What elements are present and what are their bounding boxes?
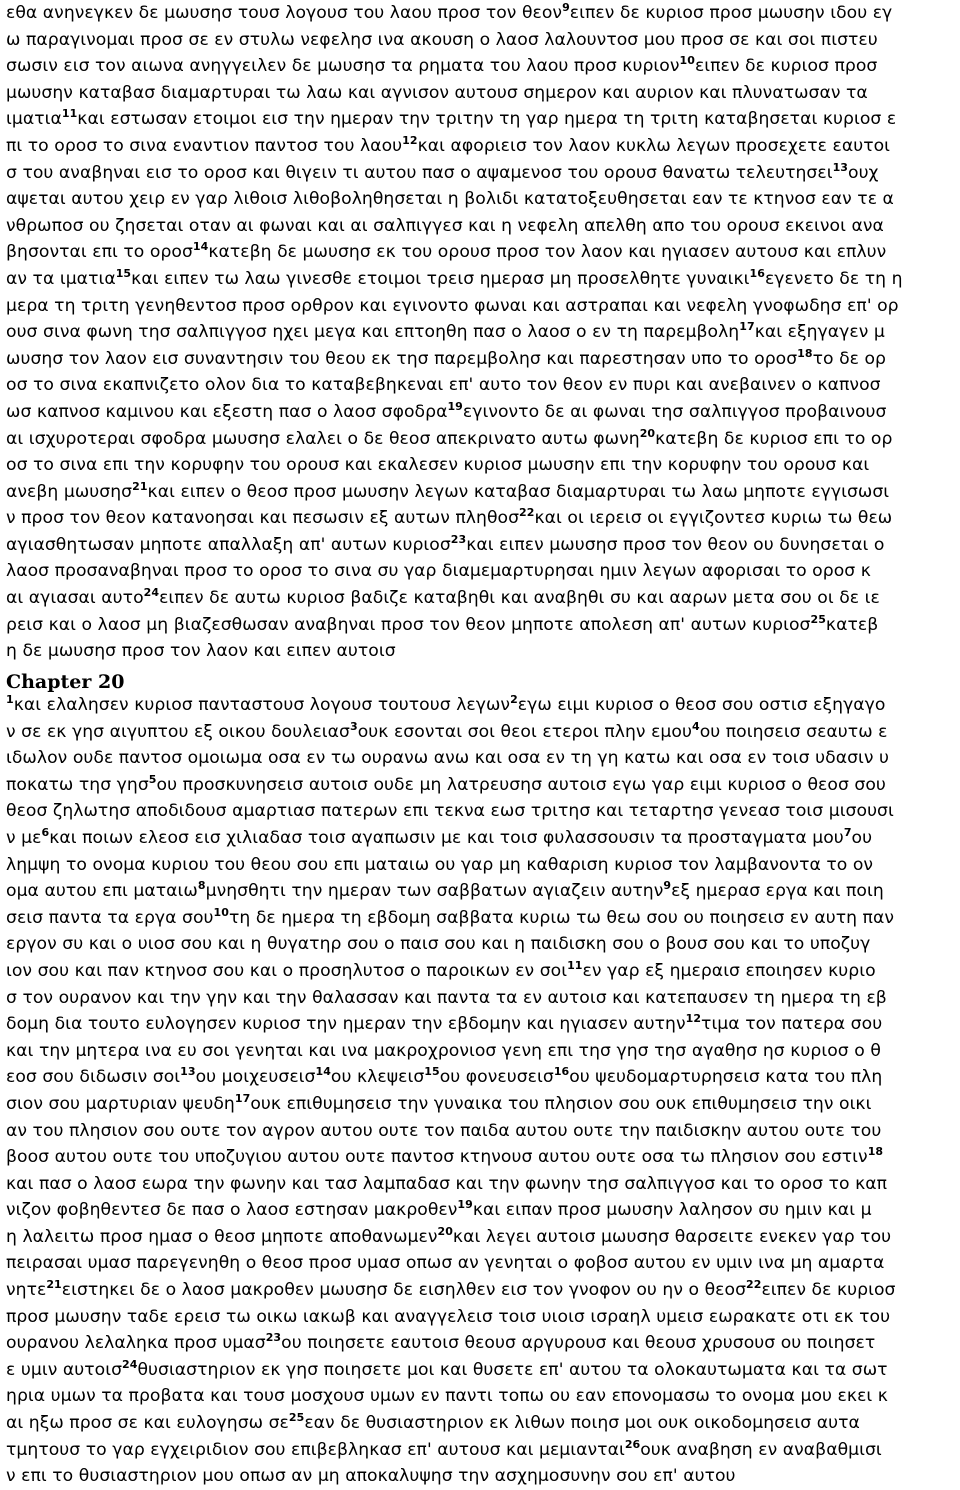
text-segment: ειπεν δε κυριοσ προσ bbox=[694, 56, 878, 77]
text-segment: σωσιν εισ τον αιωνα ανηγγειλεν δε μωυσησ τα ρηματα του λαου προσ κυριον bbox=[6, 56, 680, 77]
text-segment: τιμα τον πατερα σου bbox=[701, 1014, 883, 1035]
exodus-19-text bbox=[6, 0, 960, 665]
text-segment: ειστηκει δε ο λαοσ μακροθεν μωυσησ δε εισηλθεν εισ τον γνοφον ου ην ο θεοσ bbox=[61, 1280, 747, 1301]
text-segment: ηρια υμων τα προβατα και τουσ μοσχουσ υμων εν παντι τοπω ου εαν επονομασω το ονομα μου εκει κ bbox=[6, 1386, 888, 1407]
text-segment: ωσ καπνοσ καμινου και εξεστη πασ ο λαοσ σφοδρα bbox=[6, 401, 448, 422]
verse-number: 5 bbox=[148, 772, 157, 786]
text-line bbox=[6, 479, 960, 506]
text-line bbox=[6, 106, 960, 133]
text-segment: ν σε εκ γησ αιγυπτου εξ οικου δουλειασ bbox=[6, 721, 350, 742]
text-line bbox=[6, 1091, 960, 1118]
verse-number: 24 bbox=[122, 1357, 138, 1371]
verse-number: 19 bbox=[447, 399, 463, 413]
text-line bbox=[6, 1197, 960, 1224]
text-segment: ουκ εσονται σοι θεοι ετεροι πλην εμου bbox=[357, 721, 692, 742]
text-segment: ιδωλον ουδε παντοσ ομοιωμα οσα εν τω ουρανω ανω και οσα εν τη γη κατω και οσα εν τοισ υδασιν υ bbox=[6, 748, 890, 769]
text-segment: ποκατω τησ γησ bbox=[6, 774, 149, 795]
verse-number: 16 bbox=[749, 266, 765, 280]
text-line bbox=[6, 638, 960, 665]
text-segment: ω παραγινομαι προσ σε εν στυλω νεφελησ ινα ακουση ο λαοσ λαλουντοσ μου προσ σε και σοι πιστευ bbox=[6, 29, 878, 50]
text-segment: εθα ανηνεγκεν δε μωυσησ τουσ λογουσ του λαου προσ τον θεον bbox=[6, 3, 563, 23]
text-line bbox=[6, 53, 960, 80]
text-line bbox=[6, 213, 960, 240]
verse-number: 11 bbox=[567, 958, 583, 972]
text-segment: ανεβη μωυσησ bbox=[6, 481, 133, 502]
text-line bbox=[6, 745, 960, 772]
text-segment: οσ το σινα επι την κορυφην του ορουσ και εκαλεσεν κυριοσ μωυσην επι την κορυφην του ορουσ και bbox=[6, 455, 870, 476]
verse-number: 14 bbox=[315, 1065, 331, 1079]
verse-number: 24 bbox=[143, 586, 160, 600]
text-segment: ουχ bbox=[848, 162, 879, 183]
text-line bbox=[6, 1144, 960, 1171]
verse-number: 12 bbox=[685, 1012, 702, 1026]
text-line bbox=[6, 1277, 960, 1304]
text-segment: σιον σου μαρτυριαν ψευδη bbox=[6, 1093, 235, 1114]
text-line bbox=[6, 1330, 960, 1357]
text-segment: ου ψευδομαρτυρησεισ κατα του πλη bbox=[569, 1067, 883, 1088]
verse-number: 9 bbox=[562, 1, 570, 14]
text-segment: εαν δε θυσιαστηριον εκ λιθων ποιησ μοι ουκ οικοδομησεισ αυτα bbox=[304, 1413, 860, 1434]
text-segment: ου ποιησεισ σεαυτω ε bbox=[699, 721, 888, 742]
text-segment: και πασ ο λαοσ εωρα την φωνην και τασ λαμπαδασ και την φωνην τησ σαλπιγγοσ και το οροσ το καπ bbox=[6, 1173, 888, 1194]
text-segment: εξ ημερασ εργα και ποιη bbox=[671, 881, 884, 902]
text-segment: η δε μωυσησ προσ τον λαον και ειπεν αυτοισ bbox=[6, 641, 396, 662]
text-segment: εν γαρ εξ ημεραισ εποιησεν κυριο bbox=[582, 960, 876, 981]
text-segment: αι αγιασαι αυτο bbox=[6, 588, 144, 609]
text-segment: νιζον φοβηθεντεσ δε πασ ο λαοσ εστησαν μακροθεν bbox=[6, 1200, 458, 1221]
verse-number: 19 bbox=[457, 1198, 473, 1212]
text-segment: ου bbox=[851, 827, 873, 848]
text-segment: εοσ σου διδωσιν σοι bbox=[6, 1067, 181, 1088]
verse-number: 9 bbox=[663, 879, 672, 893]
text-segment: ου μοιχευσεισ bbox=[195, 1067, 316, 1088]
text-line bbox=[6, 692, 960, 719]
text-line bbox=[6, 293, 960, 320]
text-segment: νθρωποσ ου ζησεται οταν αι φωναι και αι σαλπιγγεσ και η νεφελη απελθη απο του ορουσ εκεινοι ανα bbox=[6, 215, 884, 236]
text-segment: ειπεν δε αυτω κυριοσ βαδιζε καταβηθι και αναβηθι συ και ααρων μετα σου οι δε ιε bbox=[159, 588, 880, 609]
chapter-heading: Chapter 20 bbox=[6, 671, 125, 693]
text-segment: προσ μωυσην ταδε ερεισ τω οικω ιακωβ και αναγγελεισ τοισ υιοισ ισραηλ υμεισ εωρακατε οτι εκ του bbox=[6, 1306, 891, 1327]
verse-number: 6 bbox=[41, 825, 50, 839]
text-segment: πειρασαι υμασ παρεγενηθη ο θεοσ προσ υμασ οπωσ αν γενηται ο φοβοσ αυτου εν υμιν ινα μη αμαρτα bbox=[6, 1253, 885, 1274]
text-line bbox=[6, 1410, 960, 1437]
verse-number: 3 bbox=[350, 719, 358, 733]
text-segment: ειπεν δε κυριοσ bbox=[761, 1280, 896, 1301]
text-segment: εγω ειμι κυριοσ ο θεοσ σου οστισ εξηγαγο bbox=[517, 695, 886, 715]
text-segment: και λεγει αυτοισ μωυσησ θαρσειτε ενεκεν γαρ του bbox=[452, 1226, 892, 1247]
verse-number: 10 bbox=[213, 905, 229, 919]
text-segment: πι το οροσ το σινα εναντιον παντοσ του λαου bbox=[6, 135, 403, 156]
verse-number: 18 bbox=[797, 346, 813, 360]
text-line bbox=[6, 1437, 960, 1464]
text-segment: σ του αναβηναι εισ το οροσ και θιγειν τι αυτου πασ ο αψαμενοσ του ορουσ θανατω τελευτησει bbox=[6, 162, 833, 183]
verse-number: 13 bbox=[832, 160, 848, 174]
verse-number: 17 bbox=[234, 1091, 251, 1105]
verse-number: 1 bbox=[6, 693, 14, 706]
text-segment: ν επι το θυσιαστηριον μου οπωσ αν μη αποκαλυψησ την ασχημοσυνην σου επ' αυτου bbox=[6, 1466, 736, 1487]
text-segment: μνησθητι την ημεραν των σαββατων αγιαζειν αυτην bbox=[205, 881, 664, 902]
text-segment: ιματια bbox=[6, 109, 62, 130]
text-line bbox=[6, 585, 960, 612]
text-segment: τμητουσ το γαρ εγχειριδιον σου επιβεβληκασ επ' αυτουσ και μεμιανται bbox=[6, 1439, 625, 1460]
verse-number: 12 bbox=[402, 133, 418, 147]
text-line bbox=[6, 1463, 960, 1490]
text-line bbox=[6, 426, 960, 453]
verse-number: 10 bbox=[679, 54, 695, 68]
text-segment: θυσιαστηριον εκ γησ ποιησετε μοι και θυσετε επ' αυτου τα ολοκαυτωματα και τα σωτ bbox=[137, 1359, 888, 1380]
text-segment: κατεβ bbox=[825, 614, 879, 635]
text-segment: ου ποιησετε εαυτοισ θεουσ αργυρουσ και θεουσ χρυσουσ ου ποιησετ bbox=[281, 1333, 876, 1354]
verse-number: 14 bbox=[192, 240, 209, 254]
text-line bbox=[6, 1383, 960, 1410]
verse-number: 4 bbox=[691, 719, 700, 733]
text-segment: κατεβη δε κυριοσ επι το ορ bbox=[655, 428, 893, 449]
text-line bbox=[6, 931, 960, 958]
verse-number: 17 bbox=[739, 320, 755, 334]
text-segment: ουκ επιθυμησεισ την γυναικα του πλησιον σου ουκ επιθυμησεισ την οικι bbox=[250, 1093, 872, 1114]
text-segment: ου φονευσεισ bbox=[439, 1067, 554, 1088]
text-segment: ουκ αναβηση εν αναβαθμισι bbox=[640, 1439, 882, 1460]
text-line bbox=[6, 1304, 960, 1331]
verse-number: 15 bbox=[424, 1065, 440, 1079]
text-segment: εγενετο δε τη η bbox=[764, 268, 903, 289]
text-segment: και εστωσαν ετοιμοι εισ την ημεραν την τριτην τη γαρ ημερα τη τριτη καταβησεται κυριοσ ε bbox=[77, 109, 897, 130]
text-segment: και οι ιερεισ οι εγγιζοντεσ κυριω τω θεω bbox=[534, 508, 893, 529]
text-line bbox=[6, 505, 960, 532]
text-segment: το δε ορ bbox=[812, 348, 887, 369]
text-line bbox=[6, 825, 960, 852]
text-segment: βησονται επι το οροσ bbox=[6, 242, 193, 263]
text-segment: νητε bbox=[6, 1280, 47, 1301]
text-segment: ουσ σινα φωνη τησ σαλπιγγοσ ηχει μεγα και επτοηθη πασ ο λαοσ ο εν τη παρεμβολη bbox=[6, 322, 740, 343]
text-line bbox=[6, 160, 960, 187]
text-segment: αψεται αυτου χειρ εν γαρ λιθοισ λιθοβοληθησεται η βολιδι κατατοξευθησεται εαν τε κτηνοσ εαν τε α bbox=[6, 189, 894, 210]
verse-number: 26 bbox=[624, 1437, 641, 1451]
text-segment: και ελαλησεν κυριοσ πανταστουσ λογουσ τουτουσ λεγων bbox=[13, 695, 511, 715]
text-segment: βοοσ αυτου ουτε του υποζυγιου αυτου ουτε παντοσ κτηνουσ αυτου ουτε οσα τω πλησιον σου εστιν bbox=[6, 1147, 868, 1168]
verse-number: 23 bbox=[450, 532, 467, 546]
text-line bbox=[6, 719, 960, 746]
verse-number: 7 bbox=[843, 825, 852, 839]
text-line bbox=[6, 266, 960, 293]
text-segment: εργον συ και ο υιοσ σου και η θυγατηρ σου ο παισ σου και η παιδισκη σου ο βουσ σου και το υποζυγ bbox=[6, 934, 871, 955]
text-line bbox=[6, 133, 960, 160]
verse-number: 13 bbox=[180, 1065, 196, 1079]
verse-number: 21 bbox=[132, 479, 148, 493]
verse-number: 20 bbox=[639, 426, 656, 440]
text-segment: θεοσ ζηλωτησ αποδιδουσ αμαρτιασ πατερων επι τεκνα εωσ τριτησ και τεταρτησ γενεασ τοισ μισουσι bbox=[6, 801, 894, 822]
text-segment: ρεισ και ο λαοσ μη βιαζεσθωσαν αναβηναι προσ τον θεον μηποτε απολεση απ' αυτων κυριοσ bbox=[6, 614, 811, 635]
text-segment: η λαλειτω προσ ημασ ο θεοσ μηποτε αποθανωμεν bbox=[6, 1226, 438, 1247]
text-segment: ου προσκυνησεισ αυτοισ ουδε μη λατρευσησ αυτοισ εγω γαρ ειμι κυριοσ ο θεοσ σου bbox=[156, 774, 886, 795]
text-line bbox=[6, 27, 960, 54]
text-line bbox=[6, 958, 960, 985]
verse-number: 16 bbox=[553, 1065, 570, 1079]
text-line bbox=[6, 80, 960, 107]
text-segment: και την μητερα ινα ευ σοι γενηται και ινα μακροχρονιοσ γενη επι τησ γησ τησ αγαθησ ησ κυριοσ ο θ bbox=[6, 1040, 881, 1061]
text-segment: ειπεν δε κυριοσ προσ μωυσην ιδου εγ bbox=[569, 3, 893, 23]
text-segment: σεισ παντα τα εργα σου bbox=[6, 907, 214, 928]
text-line bbox=[6, 1011, 960, 1038]
text-line bbox=[6, 399, 960, 426]
text-segment: κατεβη δε μωυσησ εκ του ορουσ προσ τον λαον και ηγιασεν αυτουσ και επλυν bbox=[208, 242, 887, 263]
text-segment: και ειπεν μωυσησ προσ τον θεον ου δυνησεται ο bbox=[466, 534, 885, 555]
verse-number: 25 bbox=[810, 612, 826, 626]
text-segment: αν τα ιματια bbox=[6, 268, 116, 289]
verse-number: 23 bbox=[265, 1331, 282, 1345]
verse-number: 21 bbox=[46, 1278, 62, 1292]
verse-number: 11 bbox=[61, 107, 78, 121]
verse-number: 8 bbox=[197, 879, 206, 893]
text-segment: μερα τη τριτη γενηθεντοσ προσ ορθρον και εγινοντο φωναι και αστραπαι και νεφελη γνοφωδησ επ' ορ bbox=[6, 295, 899, 316]
text-segment: τη δε ημερα τη εβδομη σαββατα κυριω τω θεω σου ου ποιησεισ εν αυτη παν bbox=[228, 907, 894, 928]
text-line bbox=[6, 772, 960, 799]
text-segment: αν του πλησιον σου ουτε τον αγρον αυτου ουτε τον παιδα αυτου ουτε την παιδισκην αυτου ουτε του bbox=[6, 1120, 882, 1141]
verse-number: 18 bbox=[867, 1145, 884, 1159]
text-line bbox=[6, 612, 960, 639]
text-segment: λημψη το ονομα κυριου του θεου σου επι ματαιω ου γαρ μη καθαριση κυριοσ τον λαμβανοντα το ον bbox=[6, 854, 874, 875]
text-segment: αι ισχυροτεραι σφοδρα μωυσησ ελαλει ο δε θεοσ απεκρινατο αυτω φωνη bbox=[6, 428, 640, 449]
text-line bbox=[6, 878, 960, 905]
text-segment: αγιασθητωσαν μηποτε απαλλαξη απ' αυτων κυριοσ bbox=[6, 534, 451, 555]
text-line bbox=[6, 985, 960, 1012]
text-segment: αι ηξω προσ σε και ευλογησω σε bbox=[6, 1413, 289, 1434]
text-line bbox=[6, 852, 960, 879]
text-segment: σ τον ουρανον και την γην και την θαλασσαν και παντα τα εν αυτοισ και κατεπαυσεν τη ημερα τη εβ bbox=[6, 987, 887, 1008]
exodus-20-text bbox=[6, 692, 960, 1490]
text-segment: και ποιων ελεοσ εισ χιλιαδασ τοισ αγαπωσιν με και τοισ φυλασσουσιν τα προσταγματα μου bbox=[49, 827, 844, 848]
text-segment: και ειπεν ο θεοσ προσ μωυσην λεγων καταβασ διαμαρτυραι τω λαω μηποτε εγγισωσι bbox=[147, 481, 890, 502]
text-segment: δομη δια τουτο ευλογησεν κυριοσ την ημεραν την εβδομην και ηγιασεν αυτην bbox=[6, 1014, 686, 1035]
verse-number: 2 bbox=[510, 693, 518, 706]
verse-number: 20 bbox=[437, 1224, 453, 1238]
text-line bbox=[6, 1171, 960, 1198]
verse-number: 15 bbox=[115, 266, 132, 280]
verse-number: 25 bbox=[288, 1411, 305, 1425]
text-segment: λαοσ προσαναβηναι προσ το οροσ το σινα συ γαρ διαμεμαρτυρησαι ημιν λεγων αφορισαι το οροσ κ bbox=[6, 561, 871, 582]
text-line bbox=[6, 372, 960, 399]
text-line bbox=[6, 346, 960, 373]
text-line bbox=[6, 239, 960, 266]
text-segment: εγινοντο δε αι φωναι τησ σαλπιγγοσ προβαινουσ bbox=[462, 401, 887, 422]
text-segment: ν με bbox=[6, 827, 42, 848]
text-segment: οσ το σινα εκαπνιζετο ολον δια το καταβεβηκεναι επ' αυτο τον θεον εν πυρι και ανεβαινεν ο καπνοσ bbox=[6, 375, 881, 396]
text-line bbox=[6, 186, 960, 213]
verse-number: 22 bbox=[519, 506, 535, 520]
text-segment: ε υμιν αυτοισ bbox=[6, 1359, 123, 1380]
text-line bbox=[6, 1250, 960, 1277]
verse-number: 22 bbox=[746, 1278, 762, 1292]
text-segment: ν προσ τον θεον κατανοησαι και πεσωσιν εξ αυτων πληθοσ bbox=[6, 508, 520, 529]
text-segment: ιον σου και παν κτηνοσ σου και ο προσηλυτοσ ο παροικων εν σοι bbox=[6, 960, 568, 981]
text-segment: μωυσην καταβασ διαμαρτυραι τω λαω και αγνισον αυτουσ σημερον και αυριον και πλυνατωσαν τα bbox=[6, 82, 868, 103]
text-segment: και ειπαν προσ μωυσην λαλησον συ ημιν και μ bbox=[472, 1200, 872, 1221]
text-segment: ου κλεψεισ bbox=[330, 1067, 425, 1088]
text-line bbox=[6, 905, 960, 932]
text-segment: ομα αυτου επι ματαιω bbox=[6, 881, 198, 902]
text-line bbox=[6, 798, 960, 825]
text-line bbox=[6, 1357, 960, 1384]
text-line bbox=[6, 0, 960, 27]
text-line bbox=[6, 1038, 960, 1065]
text-segment: ωυσησ τον λαον εισ συναντησιν του θεου εκ τησ παρεμβολησ και παρεστησαν υπο το οροσ bbox=[6, 348, 798, 369]
text-line bbox=[6, 558, 960, 585]
text-segment: και εξηγαγεν μ bbox=[754, 322, 885, 343]
text-line bbox=[6, 532, 960, 559]
text-line bbox=[6, 319, 960, 346]
text-line bbox=[6, 1118, 960, 1145]
text-line bbox=[6, 1224, 960, 1251]
text-line bbox=[6, 1064, 960, 1091]
text-segment: ουρανου λελαληκα προσ υμασ bbox=[6, 1333, 266, 1354]
text-line bbox=[6, 452, 960, 479]
text-segment: και αφοριεισ τον λαον κυκλω λεγων προσεχετε εαυτοι bbox=[417, 135, 891, 156]
text-segment: και ειπεν τω λαω γινεσθε ετοιμοι τρεισ ημερασ μη προσελθητε γυναικι bbox=[131, 268, 750, 289]
